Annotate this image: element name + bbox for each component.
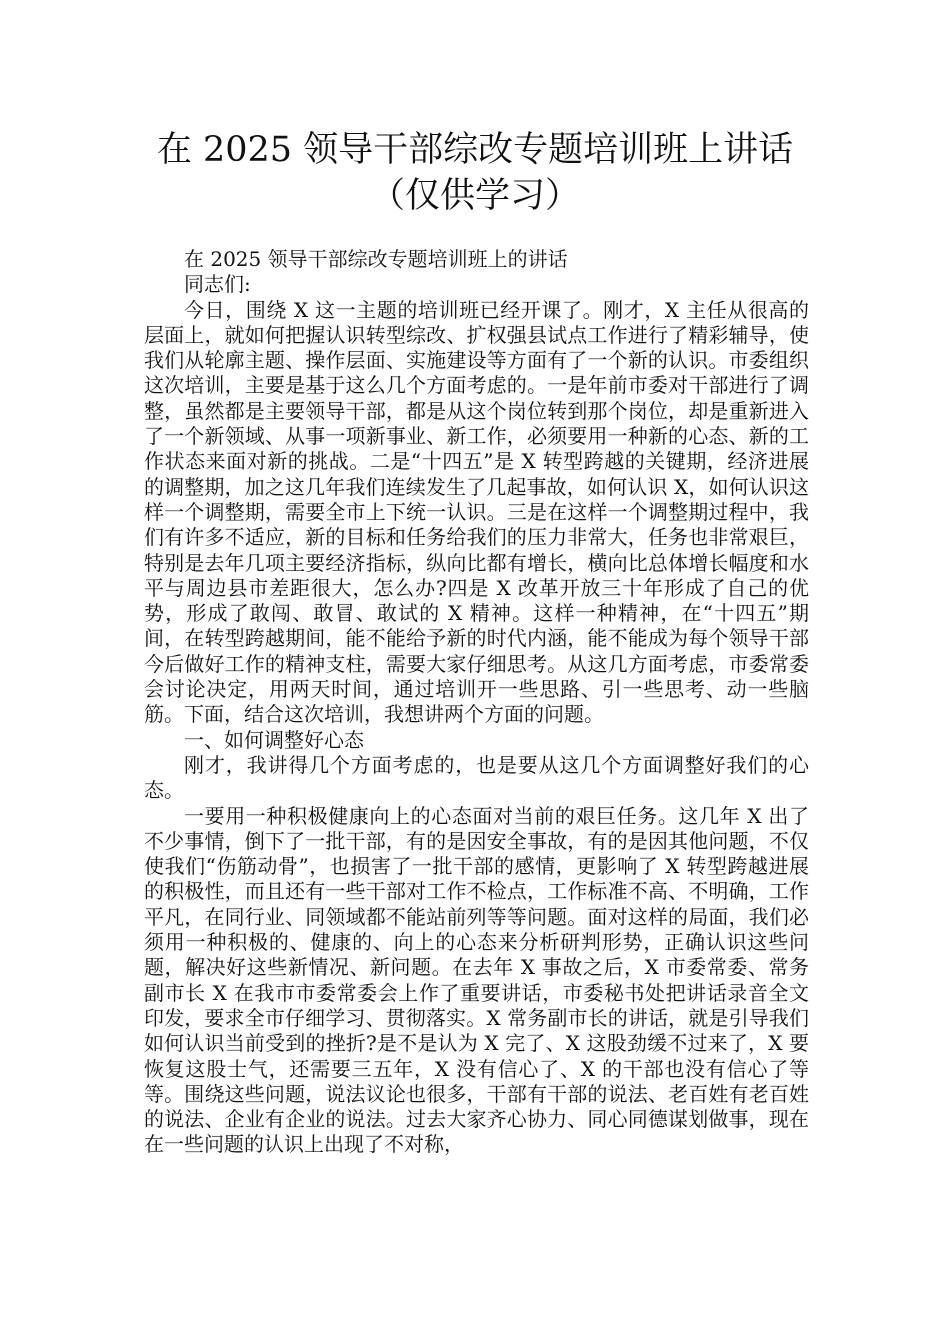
body-paragraph: 今日，围绕 X 这一主题的培训班已经开课了。刚才，X 主任从很高的层面上，就如何把握认识转型综改、扩权强县试点工作进行了精彩辅导，使我们从轮廓主题、操作层面、实施建设等方面有了一个新的认识。市委组织这次培训，主要是基于这么几个方面考虑的。一是年前市委对干部进行了调整，虽然都是主要领导干部，都是从这个岗位转到那个岗位，却是重新进入了一个新领域、从事一项新事业、新工作，必须要用一种新的心态、新的工作状态来面对新的挑战。二是“十四五”是 X 转型跨越的关键期，经济进展的调整期，加之这几年我们连续发生了几起事故，如何认识 X，如何认识这样一个调整期，需要全市上下统一认识。三是在这样一个调整期过程中，我们有许多不适应，新的目标和任务给我们的压力非常大，任务也非常艰巨，特别是去年几项主要经济指标，纵向比都有增长，横向比总体增长幅度和水平与周边县市差距很大，怎么办?四是 X 改革开放三十年形成了自己的优势，形成了敢闯、敢冒、敢试的 X 精神。这样一种精神，在“十四五”期间，在转型跨越期间，能不能给予新的时代内涵，能不能成为每个领导干部今后做好工作的精神支柱，需要大家仔细思考。从这几方面考虑，市委常委会讨论决定，用两天时间，通过培训开一些思路、引一些思考、动一些脑筋。下面，结合这次培训，我想讲两个方面的问题。 (144, 297, 809, 727)
document-body (144, 247, 809, 1158)
body-paragraph: 刚才，我讲得几个方面考虑的，也是要从这几个方面调整好我们的心态。 (144, 752, 809, 803)
document-title: 在 2025 领导干部综改专题培训班上讲话 (156, 130, 794, 170)
section-heading: 一、如何调整好心态 (184, 727, 364, 752)
salutation: 同志们: (184, 272, 251, 297)
body-paragraph: 一要用一种积极健康向上的心态面对当前的艰巨任务。这几年 X 出了不少事情，倒下了一批干部，有的是因安全事故，有的是因其他问题，不仅使我们“伤筋动骨”，也损害了一批干部的感情，更影响了 X 转型跨越进展的积极性，而且还有一些干部对工作不检点，工作标准不高、不明确，工作平凡，在同行业、同领域都不能站前列等等问题。面对这样的局面，我们必须用一种积极的、健康的、向上的心态来分析研判形势，正确认识这些问题，解决好这些新情况、新问题。在去年 X 事故之后，X 市委常委、常务副市长 X 在我市市委常委会上作了重要讲话，市委秘书处把讲话录音全文印发，要求全市仔细学习、贯彻落实。X 常务副市长的讲话，就是引导我们如何认识当前受到的挫折?是不是认为 X 完了、X 这股劲缓不过来了，X 要恢复这股士气，还需要三五年，X 没有信心了、X 的干部也没有信心了等等。围绕这些问题，说法议论也很多，干部有干部的说法、老百姓有老百姓的说法、企业有企业的说法。过去大家齐心协力、同心同德谋划做事，现在在一些问题的认识上出现了不对称， (144, 803, 809, 1157)
speech-heading: 在 2025 领导干部综改专题培训班上的讲话 (184, 247, 568, 271)
document-subtitle: （仅供学习） (369, 176, 580, 216)
